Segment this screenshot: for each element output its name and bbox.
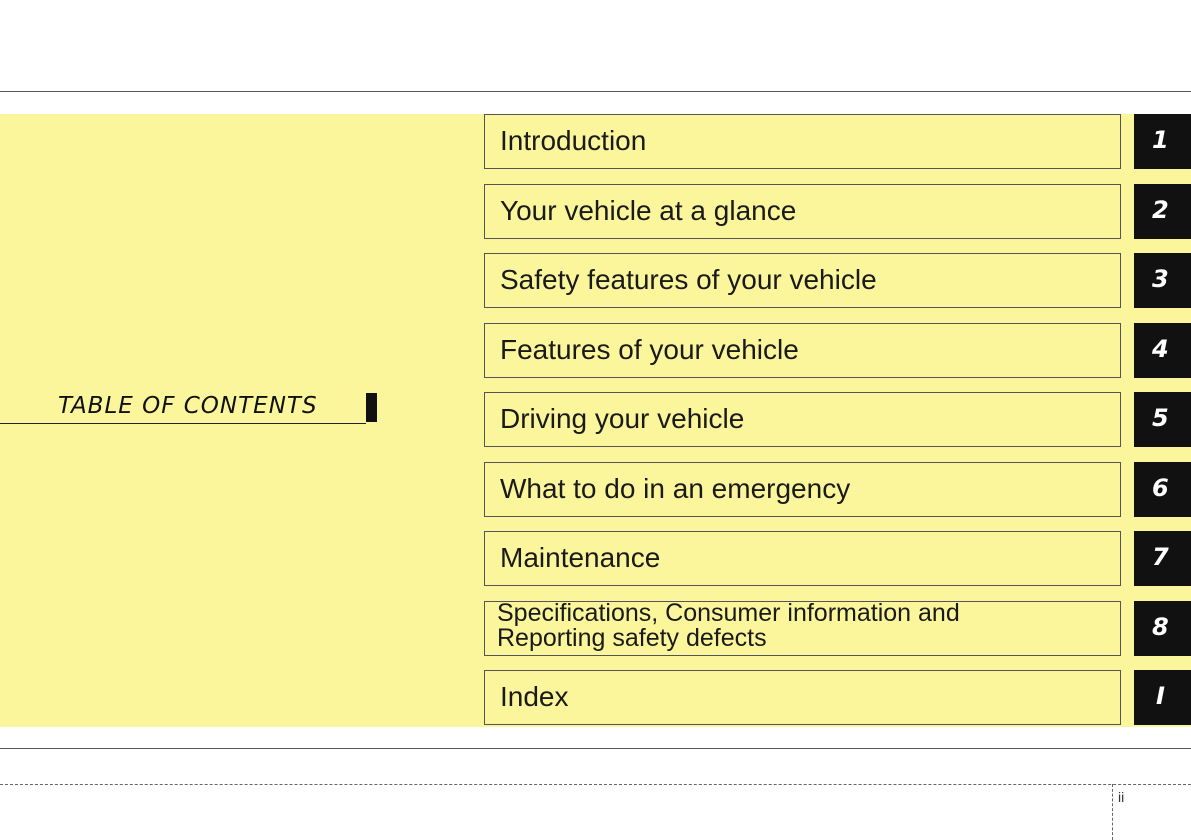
toc-entry-label: Your vehicle at a glance bbox=[500, 195, 797, 226]
toc-entry-label: Introduction bbox=[500, 125, 647, 156]
section-tab-7[interactable] bbox=[1134, 531, 1191, 586]
toc-entry-emergency[interactable] bbox=[484, 462, 1121, 517]
section-tab-index[interactable] bbox=[1134, 670, 1191, 725]
section-tab-4[interactable] bbox=[1134, 323, 1191, 378]
toc-entry-vehicle-at-a-glance[interactable] bbox=[484, 184, 1121, 239]
bottom-rule bbox=[0, 748, 1191, 749]
toc-entry-label: Maintenance bbox=[500, 542, 661, 573]
toc-entry-label: What to do in an emergency bbox=[500, 473, 851, 504]
toc-heading-title: TABLE OF CONTENTS bbox=[58, 393, 318, 419]
section-tab-6[interactable] bbox=[1134, 462, 1191, 517]
top-rule bbox=[0, 91, 1191, 92]
toc-entry-introduction[interactable] bbox=[484, 114, 1121, 169]
toc-heading bbox=[0, 391, 366, 424]
toc-entry-specifications[interactable] bbox=[484, 601, 1121, 656]
toc-entry-maintenance[interactable] bbox=[484, 531, 1121, 586]
section-tab-number: I bbox=[1156, 682, 1165, 710]
section-tab-number: 6 bbox=[1152, 474, 1169, 502]
toc-heading-marker bbox=[366, 393, 377, 422]
section-tab-number: 8 bbox=[1152, 613, 1169, 641]
section-tab-number: 1 bbox=[1152, 126, 1169, 154]
section-tab-5[interactable] bbox=[1134, 392, 1191, 447]
toc-entry-safety-features[interactable] bbox=[484, 253, 1121, 308]
toc-entry-index[interactable] bbox=[484, 670, 1121, 725]
section-tab-number: 3 bbox=[1152, 265, 1169, 293]
section-tab-number: 5 bbox=[1152, 404, 1169, 432]
toc-entry-label: Driving your vehicle bbox=[500, 403, 745, 434]
section-tab-number: 4 bbox=[1152, 335, 1169, 363]
toc-entry-label: Safety features of your vehicle bbox=[500, 264, 877, 295]
toc-entry-label: Features of your vehicle bbox=[500, 334, 799, 365]
section-tab-number: 7 bbox=[1152, 543, 1169, 571]
footer-dashed-rule bbox=[0, 784, 1191, 785]
section-tab-8[interactable] bbox=[1134, 601, 1191, 656]
section-tab-1[interactable] bbox=[1134, 114, 1191, 169]
toc-entry-features[interactable] bbox=[484, 323, 1121, 378]
toc-entry-label: Index bbox=[500, 681, 569, 712]
footer-dashed-divider bbox=[1112, 784, 1113, 840]
page-number: ii bbox=[1118, 789, 1125, 805]
toc-entry-driving[interactable] bbox=[484, 392, 1121, 447]
section-tab-2[interactable] bbox=[1134, 184, 1191, 239]
toc-entry-label: Specifications, Consumer information and Reporting safety defects bbox=[497, 599, 960, 652]
section-tab-number: 2 bbox=[1152, 196, 1169, 224]
section-tab-3[interactable] bbox=[1134, 253, 1191, 308]
